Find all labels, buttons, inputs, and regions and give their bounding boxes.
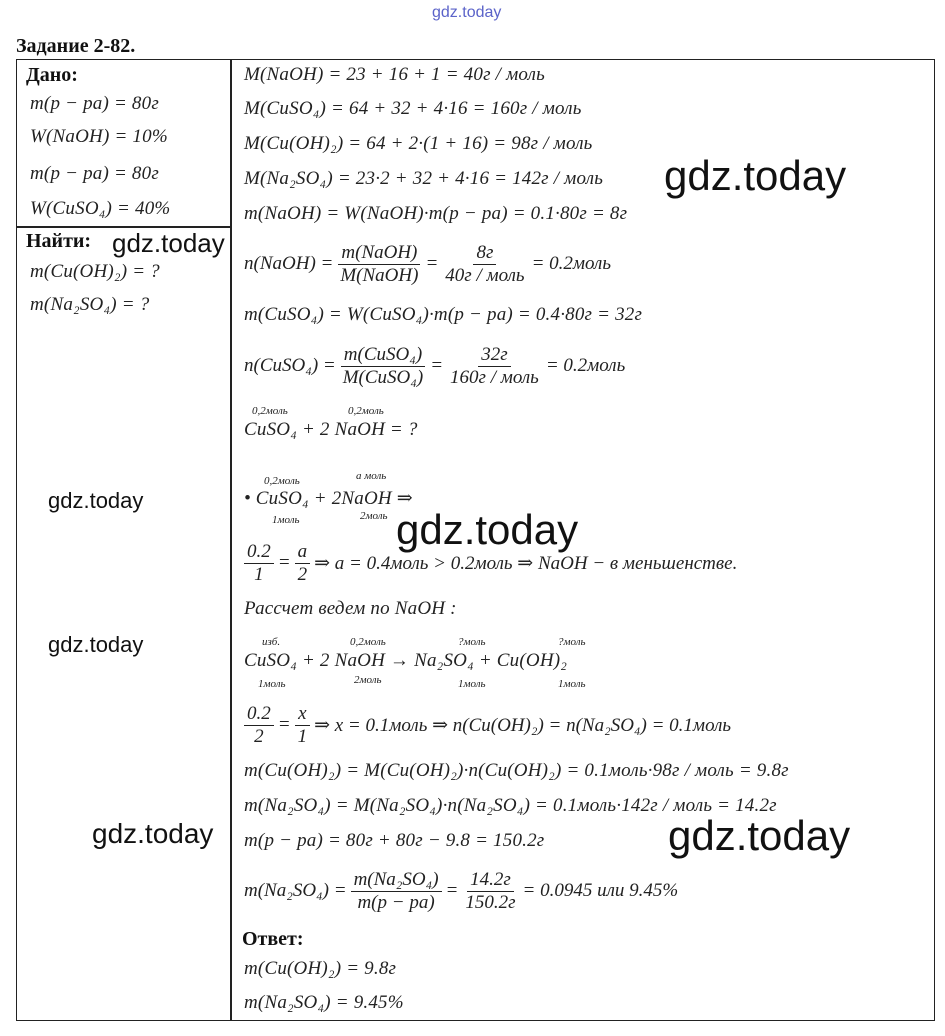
fraction bbox=[295, 541, 311, 586]
watermark: gdz.today bbox=[112, 228, 225, 258]
find-heading: Найти: bbox=[26, 230, 92, 252]
fraction-denominator: M(CuSO₄) bbox=[342, 366, 424, 388]
fraction bbox=[447, 344, 542, 389]
fraction-numerator: x bbox=[295, 703, 309, 726]
fraction-denominator: 160г / моль bbox=[450, 366, 539, 388]
solution-note: Рассчет ведем по NaOH : bbox=[244, 598, 457, 619]
solution-line-proportion bbox=[244, 696, 735, 754]
fraction-numerator: 32г bbox=[478, 344, 510, 367]
annotation-over: а моль bbox=[356, 470, 387, 482]
fraction-numerator: m(Na₂SO₄) bbox=[351, 869, 442, 892]
given-heading: Дано: bbox=[26, 64, 78, 86]
fraction bbox=[462, 869, 518, 914]
equals-sign: = bbox=[277, 714, 291, 735]
annotation-over: 0,2моль bbox=[348, 405, 384, 417]
find-line: m(Cu(OH)₂) = ? bbox=[30, 261, 160, 282]
fraction-denominator: 2 bbox=[254, 725, 264, 747]
fraction-numerator: m(CuSO₄) bbox=[341, 344, 425, 367]
equation-rhs: = 0.2моль bbox=[545, 355, 626, 376]
task-title: Задание 2-82. bbox=[16, 35, 136, 57]
fraction-numerator: 0.2 bbox=[244, 703, 274, 726]
annotation-over: ?моль bbox=[458, 636, 486, 648]
watermark: gdz.today bbox=[396, 506, 579, 553]
annotation-over: ?моль bbox=[558, 636, 586, 648]
annotation-over: 0,2моль bbox=[350, 636, 386, 648]
watermark: gdz.today bbox=[48, 488, 144, 513]
solution-line-mass-fraction bbox=[244, 862, 678, 920]
site-header-link[interactable]: gdz.today bbox=[432, 4, 502, 21]
equation-rhs: = 0.0945 или 9.45% bbox=[522, 880, 679, 901]
fraction-numerator: a bbox=[295, 541, 311, 564]
solution-line-mass-naoh: m(NaOH) = W(NaOH)·m(p − pa) = 0.1·80г = 8г bbox=[244, 203, 628, 224]
fraction-denominator: 1 bbox=[254, 563, 264, 585]
equation-rhs: ⇒ x = 0.1моль ⇒ n(Cu(OH)₂) = n(Na₂SO₄) = 0.1моль bbox=[314, 714, 732, 736]
fraction-denominator: 1 bbox=[297, 725, 308, 747]
answer-line: m(Cu(OH)₂) = 9.8г bbox=[244, 958, 397, 979]
fraction-denominator: 40г / моль bbox=[445, 264, 525, 286]
fraction bbox=[244, 541, 274, 586]
fraction bbox=[337, 242, 421, 287]
equals-sign: = bbox=[430, 355, 444, 376]
fraction bbox=[244, 703, 274, 748]
fraction bbox=[442, 242, 527, 287]
annotation-over: изб. bbox=[262, 636, 281, 648]
solution-line-mass-cuoh2: m(Cu(OH)₂) = M(Cu(OH)₂)·n(Cu(OH)₂) = 0.1моль·98г / моль = 9.8г bbox=[244, 760, 789, 781]
fraction-denominator: m(p − pa) bbox=[357, 891, 435, 913]
equals-sign: = bbox=[425, 253, 439, 274]
solution-line-moles-cuso4 bbox=[244, 338, 625, 394]
watermark: gdz.today bbox=[664, 152, 847, 199]
watermark: gdz.today bbox=[48, 632, 144, 657]
fraction bbox=[351, 869, 442, 914]
annotation-under: 1моль bbox=[272, 514, 300, 526]
fraction bbox=[340, 344, 426, 389]
reaction-question: CuSO₄ + 2 NaOH = ? bbox=[244, 419, 418, 440]
fraction-numerator: m(NaOH) bbox=[338, 242, 420, 265]
table-column-divider bbox=[230, 59, 232, 1021]
equals-sign: = bbox=[445, 880, 459, 901]
annotation-over: 0,2моль bbox=[252, 405, 288, 417]
equation-lhs: n(CuSO₄) = bbox=[244, 355, 336, 376]
solution-line-molar-cuso4: M(CuSO₄) = 64 + 32 + 4·16 = 160г / моль bbox=[244, 98, 582, 119]
annotation-under: 2моль bbox=[354, 674, 382, 686]
given-line: m(p − pa) = 80г bbox=[30, 93, 159, 114]
solution-line-molar-na2so4: M(Na₂SO₄) = 23·2 + 32 + 4·16 = 142г / моль bbox=[244, 168, 604, 189]
find-line: m(Na₂SO₄) = ? bbox=[30, 294, 150, 315]
equation-rhs: = 0.2моль bbox=[531, 253, 611, 274]
fraction-numerator: 8г bbox=[473, 242, 496, 265]
given-line: m(p − pa) = 80г bbox=[30, 163, 159, 184]
annotation-under: 1моль bbox=[558, 678, 586, 690]
fraction-denominator: 2 bbox=[297, 563, 308, 585]
fraction-denominator: 150.2г bbox=[465, 891, 516, 913]
fraction-numerator: 14.2г bbox=[467, 869, 514, 892]
solution-line-solution-mass: m(p − pa) = 80г + 80г − 9.8 = 150.2г bbox=[244, 830, 545, 851]
given-line: W(NaOH) = 10% bbox=[30, 126, 168, 147]
equation-rhs: ⇒ a = 0.4моль > 0.2моль ⇒ NaOH − в меньшенстве. bbox=[314, 552, 738, 574]
equals-sign: = bbox=[277, 552, 291, 573]
annotation-under: 1моль bbox=[258, 678, 286, 690]
fraction bbox=[295, 703, 311, 748]
solution-line-moles-naoh bbox=[244, 236, 611, 292]
fraction-denominator: M(NaOH) bbox=[340, 264, 419, 286]
equation-lhs: n(NaOH) = bbox=[244, 253, 334, 274]
watermark: gdz.today bbox=[668, 812, 851, 859]
solution-line-mass-na2so4: m(Na₂SO₄) = M(Na₂SO₄)·n(Na₂SO₄) = 0.1моль·142г / моль = 14.2г bbox=[244, 795, 777, 816]
equation-lhs: m(Na₂SO₄) = bbox=[244, 880, 347, 901]
annotation-under: 2моль bbox=[360, 510, 388, 522]
annotation-under: 1моль bbox=[458, 678, 486, 690]
reaction-equation: CuSO₄ + 2 NaOH → Na₂SO₄ + Cu(OH)₂ bbox=[244, 650, 568, 671]
answer-line: m(Na₂SO₄) = 9.45% bbox=[244, 992, 404, 1013]
solution-line-mass-cuso4: m(CuSO₄) = W(CuSO₄)·m(p − pa) = 0.4·80г = 32г bbox=[244, 304, 643, 325]
watermark: gdz.today bbox=[92, 818, 214, 849]
reaction-ratio: • CuSO₄ + 2NaOH ⇒ bbox=[244, 488, 413, 509]
annotation-over: 0,2моль bbox=[264, 475, 300, 487]
solution-line-molar-naoh: M(NaOH) = 23 + 16 + 1 = 40г / моль bbox=[244, 64, 545, 85]
solution-line-molar-cuoh2: M(Cu(OH)₂) = 64 + 2·(1 + 16) = 98г / моль bbox=[244, 133, 593, 154]
answer-heading: Ответ: bbox=[242, 928, 304, 950]
given-line: W(CuSO₄) = 40% bbox=[30, 198, 171, 219]
fraction-numerator: 0.2 bbox=[244, 541, 274, 564]
